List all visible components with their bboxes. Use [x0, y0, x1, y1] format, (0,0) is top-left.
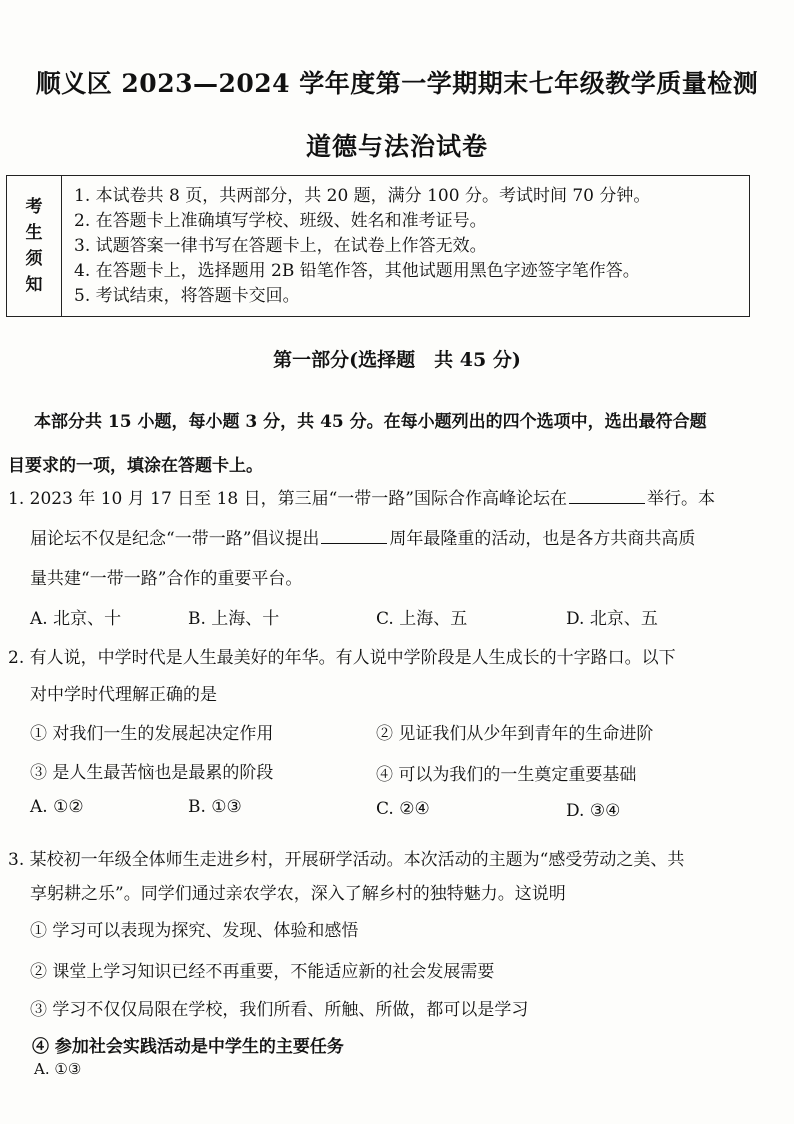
- question-text: 届论坛不仅是纪念“一带一路”倡议提出: [30, 529, 320, 549]
- instruction-item: 5. 考试结束，将答题卡交回。: [74, 286, 300, 306]
- question-2-line: 2. 有人说，中学时代是人生最美好的年华。有人说中学阶段是人生成长的十字路口。以下: [8, 648, 676, 668]
- question-3-line: 3. 某校初一年级全体师生走进乡村，开展研学活动。本次活动的主题为“感受劳动之美、共: [8, 850, 685, 870]
- part-one-intro: [8, 400, 748, 488]
- exam-subtitle: 道德与法治试卷: [305, 132, 488, 161]
- question-1-option-b: B. 上海、十: [188, 609, 280, 629]
- question-2-line: 对中学时代理解正确的是: [30, 685, 217, 705]
- question-2-statement: ② 见证我们从少年到青年的生命进阶: [376, 724, 654, 744]
- question-1-line: [30, 524, 695, 549]
- instructions-list: [62, 176, 749, 316]
- question-2-option-b: B. ①③: [188, 797, 242, 817]
- answer-blank: [321, 542, 387, 544]
- question-3-statement: ② 课堂上学习知识已经不再重要，不能适应新的社会发展需要: [30, 962, 495, 982]
- instruction-item: 3. 试题答案一律书写在答题卡上，在试卷上作答无效。: [74, 236, 487, 256]
- question-2-option-a: A. ①②: [30, 797, 84, 817]
- question-2-statement: ④ 可以为我们的一生奠定重要基础: [376, 765, 637, 785]
- instruction-item: 4. 在答题卡上，选择题用 2B 铅笔作答，其他试题用黑色字迹签字笔作答。: [74, 261, 640, 281]
- intro-line: 本部分共 15 小题，每小题 3 分，共 45 分。在每小题列出的四个选项中，选出最符合题: [34, 412, 707, 432]
- question-text: 周年最隆重的活动，也是各方共商共高质: [389, 529, 696, 549]
- question-1-option-d: D. 北京、五: [566, 609, 658, 629]
- instruction-item: 1. 本试卷共 8 页，共两部分，共 20 题，满分 100 分。考试时间 70 分钟。: [74, 186, 651, 206]
- question-3-statement: ① 学习可以表现为探究、发现、体验和感悟: [30, 921, 359, 941]
- answer-blank: [569, 502, 645, 504]
- question-1-line: [8, 484, 715, 509]
- instructions-label-char: 考: [25, 197, 43, 217]
- question-2-statement: ① 对我们一生的发展起决定作用: [30, 724, 274, 744]
- question-text: 1. 2023 年 10 月 17 日至 18 日，第三届“一带一路”国际合作高峰论坛在: [8, 489, 567, 509]
- question-1-line: 量共建“一带一路”合作的重要平台。: [30, 569, 303, 589]
- instructions-label: [7, 176, 62, 316]
- exam-title: 顺义区 2023—2024 学年度第一学期期末七年级教学质量检测: [35, 69, 759, 98]
- instructions-label-char: 知: [25, 275, 43, 295]
- question-1-option-c: C. 上海、五: [376, 609, 468, 629]
- instructions-label-char: 生: [25, 223, 43, 243]
- question-3-line: 享躬耕之乐”。同学们通过亲农学农，深入了解乡村的独特魅力。这说明: [30, 884, 566, 904]
- question-2-option-d: D. ③④: [566, 801, 621, 821]
- intro-line: 目要求的一项，填涂在答题卡上。: [8, 456, 263, 476]
- question-1-option-a: A. 北京、十: [30, 609, 122, 629]
- question-2-option-c: C. ②④: [376, 799, 430, 819]
- instruction-item: 2. 在答题卡上准确填写学校、班级、姓名和准考证号。: [74, 211, 487, 231]
- part-one-heading: 第一部分(选择题 共 45 分): [273, 349, 521, 371]
- question-3-statement: ④ 参加社会实践活动是中学生的主要任务: [32, 1037, 344, 1057]
- question-3-option-a: A. ①③: [34, 1060, 82, 1078]
- instructions-label-char: 须: [25, 249, 43, 269]
- question-text: 举行。本: [647, 489, 715, 509]
- question-3-statement: ③ 学习不仅仅局限在学校，我们所看、所触、所做，都可以是学习: [30, 1000, 529, 1020]
- instructions-box: [6, 175, 750, 317]
- question-2-statement: ③ 是人生最苦恼也是最累的阶段: [30, 763, 274, 783]
